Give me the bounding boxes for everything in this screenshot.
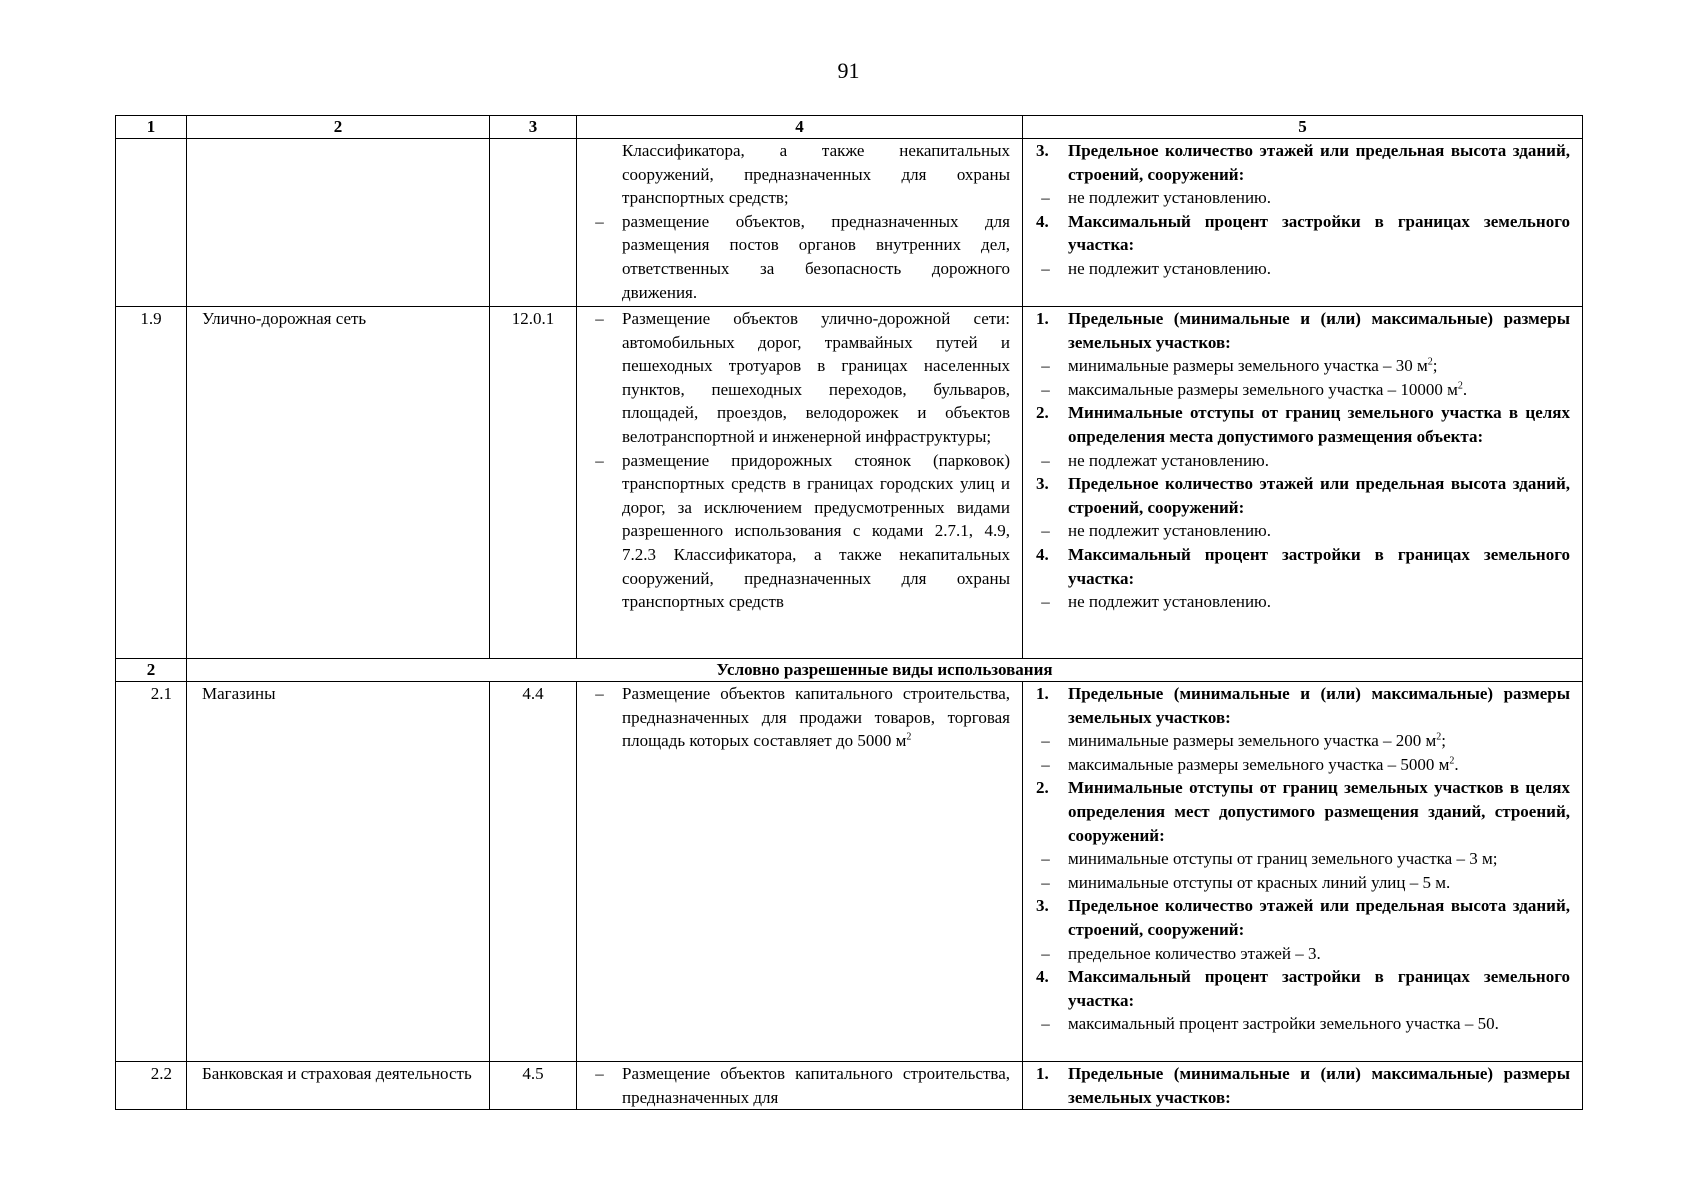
table-row <box>116 307 1583 659</box>
header-col-5: 5 <box>1023 116 1583 139</box>
list-text <box>1068 894 1570 941</box>
list-text <box>1068 847 1570 871</box>
list-marker: – <box>595 450 604 470</box>
page-number: 91 <box>837 58 860 83</box>
list-text <box>1068 378 1570 402</box>
superscript: 2 <box>1436 731 1442 743</box>
list-marker: 3. <box>1036 474 1049 494</box>
list-item <box>577 139 1010 210</box>
cell-num <box>116 139 187 307</box>
header-col-4: 4 <box>577 116 1023 139</box>
list-text <box>1068 776 1570 847</box>
table-row <box>116 1062 1583 1110</box>
list-text-main: не подлежит установлению. <box>1068 592 1272 612</box>
list-item <box>1023 753 1570 777</box>
list-text-tail: ; <box>1432 356 1438 376</box>
list-marker: 2. <box>1036 778 1049 798</box>
list-text <box>622 139 1010 210</box>
list-marker: – <box>1041 450 1050 470</box>
list-marker: 4. <box>1036 967 1049 987</box>
superscript: 2 <box>1427 356 1433 368</box>
list-item <box>1023 449 1570 473</box>
cell-parameters <box>1023 1062 1583 1110</box>
list-text-main: минимальные размеры земельного участка – 30 м <box>1068 356 1428 376</box>
list-text-main: Предельное количество этажей или предельная высота зданий, строений, сооружений: <box>1068 474 1570 517</box>
list-text <box>622 1062 1010 1109</box>
list-marker: 4. <box>1036 544 1049 564</box>
list-text-tail: . <box>1462 379 1468 399</box>
list-marker: – <box>1041 188 1050 208</box>
cell-name: Улично-дорожная сеть <box>187 307 490 659</box>
list-text <box>1068 590 1570 614</box>
list-text-main: Минимальные отступы от границ земельного участка в целях определения места допустимого размещения объекта: <box>1068 403 1570 446</box>
list-text <box>1068 682 1570 729</box>
list-text <box>1068 210 1570 257</box>
list-item <box>577 307 1010 449</box>
list-marker: 1. <box>1036 309 1049 328</box>
cell-name: Банковская и страховая деятельность <box>187 1062 490 1110</box>
list-item <box>1023 354 1570 378</box>
list-marker: 1. <box>1036 1064 1049 1083</box>
list-text <box>1068 753 1570 777</box>
parameter-heading <box>1023 1062 1570 1109</box>
list-marker: – <box>1041 754 1050 774</box>
list-text-main: Предельное количество этажей или предельная высота зданий, строений, сооружений: <box>1068 896 1570 939</box>
list-text-main: минимальные отступы от красных линий улиц – 5 м. <box>1068 872 1451 892</box>
list-text <box>622 307 1010 449</box>
list-text <box>1068 449 1570 473</box>
list-text <box>1068 472 1570 519</box>
cell-num: 2.1 <box>116 682 187 1062</box>
list-text <box>622 449 1010 614</box>
list-text <box>1068 139 1570 186</box>
list-item <box>1023 847 1570 871</box>
parameter-heading <box>1023 472 1570 519</box>
list-marker: 3. <box>1036 896 1049 916</box>
list-text <box>1068 1062 1570 1109</box>
list-text-main: Размещение объектов капитального строительства, предназначенных для <box>622 1064 1010 1107</box>
parameter-heading <box>1023 543 1570 590</box>
list-text-main: Предельные (минимальные и (или) максимальные) размеры земельных участков: <box>1068 309 1570 352</box>
cell-parameters <box>1023 682 1583 1062</box>
cell-description <box>577 307 1023 659</box>
superscript: 2 <box>906 731 912 743</box>
parameter-heading <box>1023 401 1570 448</box>
list-text-tail: . <box>1454 754 1459 774</box>
list-marker: – <box>1041 356 1050 376</box>
cell-description <box>577 139 1023 307</box>
list-text <box>622 682 1010 753</box>
list-text-main: минимальные отступы от границ земельного участка – 3 м; <box>1068 849 1498 869</box>
section-row <box>116 659 1583 682</box>
list-marker: – <box>1041 258 1050 278</box>
header-col-3: 3 <box>490 116 577 139</box>
list-item <box>577 449 1010 614</box>
list-text-main: Максимальный процент застройки в границах земельного участка: <box>1068 544 1570 588</box>
list-marker: 4. <box>1036 211 1049 231</box>
list-item <box>1023 257 1570 281</box>
list-text <box>1068 1012 1570 1036</box>
section-title: Условно разрешенные виды использования <box>187 659 1583 682</box>
list-marker: – <box>1041 849 1050 869</box>
parameter-heading <box>1023 139 1570 186</box>
list-text <box>1068 307 1570 354</box>
list-marker: 2. <box>1036 403 1049 423</box>
list-marker: – <box>1041 731 1050 751</box>
header-row <box>116 116 1583 139</box>
list-item <box>1023 871 1570 895</box>
list-text <box>1068 257 1570 281</box>
list-item <box>1023 186 1570 210</box>
list-marker: 1. <box>1036 684 1049 703</box>
parameter-heading <box>1023 210 1570 257</box>
list-text-main: Максимальный процент застройки в границах земельного участка: <box>1068 967 1570 1010</box>
cell-num: 1.9 <box>116 307 187 659</box>
list-text-main: предельное количество этажей – 3. <box>1068 943 1321 963</box>
cell-code: 4.4 <box>490 682 577 1062</box>
parameter-heading <box>1023 776 1570 847</box>
list-item <box>577 210 1010 304</box>
cell-parameters <box>1023 139 1583 307</box>
list-text-tail: ; <box>1441 731 1446 751</box>
cell-name: Магазины <box>187 682 490 1062</box>
list-text-main: максимальные размеры земельного участка – 5000 м <box>1068 754 1450 774</box>
list-text <box>622 210 1010 304</box>
parameter-heading <box>1023 307 1570 354</box>
list-text <box>1068 965 1570 1012</box>
list-text-main: Размещение объектов улично-дорожной сети: автомобильных дорог, трамвайных путей и пешеходных тротуаров в границах населенных пунктов, пешеходных переходов, бульваров, площадей, проездов, велодорожек и объектов велотранспортной и инженерной инфраструктуры; <box>622 309 1010 446</box>
list-marker: – <box>595 684 604 703</box>
list-marker: – <box>1041 592 1050 612</box>
land-use-table <box>115 115 1583 1110</box>
table-row-continuation <box>116 139 1583 307</box>
list-text-main: не подлежит установлению. <box>1068 521 1272 541</box>
cell-name <box>187 139 490 307</box>
list-marker: – <box>1041 943 1050 963</box>
list-text-main: максимальные размеры земельного участка – 10000 м <box>1068 379 1458 399</box>
list-text <box>1068 543 1570 590</box>
superscript: 2 <box>1457 380 1463 392</box>
table-row <box>116 682 1583 1062</box>
list-text <box>1068 401 1570 448</box>
list-text-main: не подлежат установлению. <box>1068 450 1270 470</box>
list-text-main: минимальные размеры земельного участка – 200 м <box>1068 731 1437 751</box>
list-marker: – <box>595 1064 604 1083</box>
list-text-main: Минимальные отступы от границ земельных участков в целях определения мест допустимого размещения зданий, строений, сооружений: <box>1068 778 1570 845</box>
cell-code: 12.0.1 <box>490 307 577 659</box>
list-text-main: Предельные (минимальные и (или) максимальные) размеры земельных участков: <box>1068 1064 1570 1107</box>
parameter-heading <box>1023 965 1570 1012</box>
list-text-main: не подлежит установлению. <box>1068 188 1272 208</box>
list-text-main: размещение придорожных стоянок (парковок) транспортных средств в границах городских улиц и дорог, за исключением предусмотренных видами разрешенного использования с кодами 2.7.1, 4.9, 7.2.3 Классификатора, а также некапитальных сооружений, предназначенных для охраны транспортных средств <box>622 450 1010 612</box>
cell-description <box>577 1062 1023 1110</box>
list-item <box>1023 378 1570 402</box>
list-marker: – <box>1041 1014 1050 1034</box>
list-text-main: Максимальный процент застройки в границах земельного участка: <box>1068 211 1570 255</box>
section-num: 2 <box>116 659 187 682</box>
header-col-1: 1 <box>116 116 187 139</box>
list-text <box>1068 354 1570 378</box>
parameter-heading <box>1023 894 1570 941</box>
cell-code <box>490 139 577 307</box>
list-text-main: Предельные (минимальные и (или) максимальные) размеры земельных участков: <box>1068 684 1570 727</box>
list-item <box>1023 519 1570 543</box>
list-text <box>1068 729 1570 753</box>
list-marker: – <box>595 309 604 328</box>
cell-num: 2.2 <box>116 1062 187 1110</box>
cell-parameters <box>1023 307 1583 659</box>
list-marker: 3. <box>1036 141 1049 160</box>
list-text <box>1068 519 1570 543</box>
list-marker <box>577 139 622 210</box>
list-text-main: Размещение объектов капитального строительства, предназначенных для продажи товаров, торговая площадь которых составляет до 5000 м <box>622 684 1010 751</box>
list-text <box>1068 942 1570 966</box>
list-item <box>1023 942 1570 966</box>
list-text-main: размещение объектов, предназначенных для размещения постов органов внутренних дел, ответственных за безопасность дорожного движения. <box>622 211 1010 302</box>
list-text-main: Классификатора, а также некапитальных сооружений, предназначенных для охраны транспортных средств; <box>622 141 1010 208</box>
list-item <box>577 1062 1010 1109</box>
list-marker: – <box>1041 872 1050 892</box>
list-item <box>1023 1012 1570 1036</box>
list-marker: – <box>1041 379 1050 399</box>
list-text <box>1068 186 1570 210</box>
list-marker: – <box>1041 521 1050 541</box>
list-text-main: максимальный процент застройки земельного участка – 50. <box>1068 1014 1499 1034</box>
list-text-main: не подлежит установлению. <box>1068 258 1272 278</box>
list-item <box>1023 590 1570 614</box>
parameter-heading <box>1023 682 1570 729</box>
list-item <box>577 682 1010 753</box>
cell-code: 4.5 <box>490 1062 577 1110</box>
cell-description <box>577 682 1023 1062</box>
header-col-2: 2 <box>187 116 490 139</box>
list-text-main: Предельное количество этажей или предельная высота зданий, строений, сооружений: <box>1068 141 1570 184</box>
list-marker: – <box>595 211 604 231</box>
superscript: 2 <box>1449 755 1455 767</box>
list-text <box>1068 871 1570 895</box>
list-item <box>1023 729 1570 753</box>
